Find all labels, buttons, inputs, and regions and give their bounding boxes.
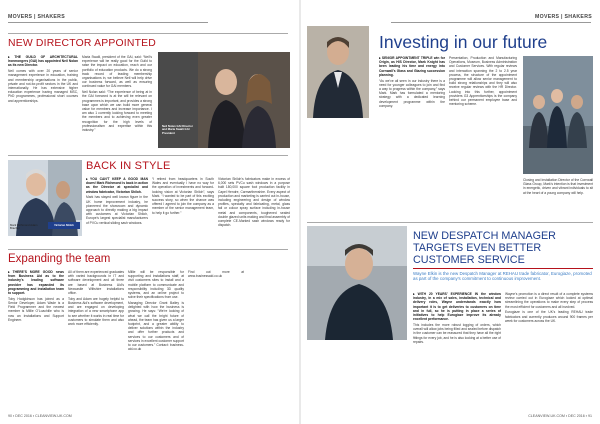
- header-rule-left: [8, 22, 208, 23]
- article-paragraph: Neil comes with over 20 years of senior management experience in education, training and membership organisations in the public, private and not-for-profit sectors in the UK and internationally. He has extensive higher education experience having managed MSC, PhD programmes, professional short courses and apprenticeships.: [8, 69, 78, 103]
- article-title-despatch-manager: NEW DESPATCH MANAGER TARGETS EVEN BETTER CUSTOMER SERVICE: [413, 230, 556, 266]
- article-column: [523, 178, 593, 218]
- article-column: [449, 56, 517, 218]
- header-rule-right: [391, 22, 591, 23]
- photo-mark-knight: [307, 26, 369, 118]
- article-column: [248, 270, 290, 406]
- divider: [8, 249, 288, 250]
- article-subtitle: Wayne Elkin is the new Despatch Manager at REHAU trade fabricator, Eurogiaze, promoted as part of the company’s commitment to continuous improvement.: [413, 271, 592, 282]
- article-column: [8, 270, 64, 406]
- photo-caption: Neil Nolan GAI Director and Maria Swaili GAI President: [162, 124, 193, 135]
- article-paragraph: Neil Nolan said: “The experience of being at in the GAI foreword is at the will be relevant on programmes is important, and provides a strong base upon which we can build more general value for members and increase importance. I am also 1 currently looking forward to meeting the members and to achieving even greater recognition for the high levels of professionalism and expertise within this industry.”: [82, 90, 152, 133]
- article-title-new-director: NEW DIRECTOR APPOINTED: [8, 38, 156, 49]
- photo-neil-maria: [158, 52, 290, 148]
- article-paragraph: All of them are experienced graduates with varied backgrounds in IT and software development and all three are based at Business Aid’s Newcastle Wiltshire installations office.: [68, 270, 124, 296]
- photo-mark-richmond: [8, 160, 82, 236]
- article-paragraph: Closing and Installation Director of the Cornwall Glass Group, Mark’s intention is that investment in energetic, driven and vibrant individuals to sit at the heart of a young company will help.: [523, 178, 593, 195]
- photo-apprentices: [523, 56, 593, 174]
- article-paragraph: Managing Director Grant Bailey is delighted with how the business is growing. He says: “We’re looking of what we call the bright future of ahead, the team has given us a larger footprint, and a greater ability to deliver solutions within the industry and offer further products and services to our customers and of services in excellent customer support to our customers.” Contact: business-aid.co.uk: [128, 301, 184, 352]
- article-paragraph: Millie will be responsible for supporting and installations staff, at visit customers sites to install and a mobile platform to communicate and responsibility including 3D quality systems, and an online project to solve their specifications from use.: [128, 270, 184, 300]
- person-photo-icon: [307, 26, 369, 118]
- victorian-shiloh-logo: Victorian Shiloh: [48, 222, 80, 229]
- article-column: [413, 292, 501, 408]
- divider: [307, 222, 593, 223]
- page-footer-left: 90 ▪ DEC 2016 ▪ CLEANVIEW-UK.COM: [8, 414, 72, 418]
- article-paragraph: Maria Swaili, president of the GAI, said: “Neil’s experience will be really good for the Guild to raise the impact on education, reach and our portfolio of education products. We do a strong track record of leading membership organisations in, we believe Neil will help drive our business forward, as well as ensuring continued value for GAI members.: [82, 55, 152, 89]
- article-paragraph: Toby and Adam are hugely helpful to Business Aid’s software development, and are engaged on developing integration of a new smartphone app to see whether it works in real time for customers to simulate them and also work more efficiently.: [68, 296, 124, 327]
- article-paragraph: Presentation, Production and Manufacturing Operations, Museum, Business Administration and Customer Services. With regular reviews and interaction spanning the 2 to 2.5 year process, the structure of the appointment programme will allow senior management to build strong relationships and they will also receive regular reviews with the HR Director. Looking into this further, appointment providers G3 Apprenticeships is the company behind our permanent employee base and mentoring scheme.: [449, 56, 517, 107]
- article-lead: ▸ THE GUILD OF ARCHITECTURAL Ironmongers (GAI) has appointed Neil Nolan as its new Director.: [8, 55, 78, 68]
- article-paragraph: “As we’ve all seen in our industry there is a need for younger colleagues to join and find a way to progress within the company,” says Mark. Mark has formulated a mentoring strategy with a dedicated learning development programme within the company.: [379, 78, 445, 108]
- article-lead: ▸ SENIOR APPOINTMENT TRIPLE win for Origin, as HIS Director, Mark Knight has been leading his time and energy into Cornwall’s Glass and Glazing succession planning.: [379, 56, 445, 77]
- article-column: [152, 177, 214, 245]
- article-column: [82, 55, 152, 149]
- article-column: [8, 55, 78, 149]
- article-column: [128, 270, 184, 406]
- article-column: [505, 292, 593, 408]
- person-photo-icon: [307, 226, 407, 340]
- article-paragraph: “I retired from headquarters in South Wales and eventually I have no way for the operation of investments and forward-looking vision at Victorian Shiloh”, says Mark. “I wanted to be part of this exciting success story, so when the chance was offered I agreed to join the company as a member of the senior management team, to help it go further.”: [152, 177, 214, 215]
- article-column: [379, 56, 445, 218]
- title-underline: [413, 268, 593, 269]
- article-title-investing-future: Investing in our future: [379, 32, 548, 52]
- page-footer-right: CLEANVIEW-UK.COM ▪ DEC 2016 ▪ 91: [528, 414, 592, 418]
- divider: [8, 33, 288, 34]
- article-column: [218, 177, 290, 245]
- article-paragraph: Victorian Shiloh’s fabricators make in excess of 6,000 sets PVCu sash windows in a purpose built 180,000 square foot production facility in Capel Hendre, Carmarthenshire. Every aspect of production and marketing is carried out in-house, including engineering and design of window profiles, specialty and fabricating, metal, glass fail or colour spray surface including in-house metal and components, toughened sealed double glazed units making and final assembly of complete CE-Marked sash windows ready for dispatch.: [218, 177, 290, 228]
- divider: [8, 155, 288, 156]
- article-lead: ▸ YOU CAN’T KEEP A GOOD MAN down! Mark Richmond is back in action as the Director at specialist and window fabricator, Victorian Shiloh.: [86, 177, 148, 194]
- article-lead: ▸ THERE’S MORE GOOD news from Business Aid as to the industry’s leading software provider has expanded its programming and installation team to support.: [8, 270, 64, 296]
- article-paragraph: Eurogiaze is one of the UK’s leading REHAU trade fabricators and currently produces around 900 frames per week for customers across the UK.: [505, 310, 593, 323]
- article-column: [68, 270, 124, 406]
- right-page: [301, 0, 600, 424]
- article-paragraph: This includes the more robust logging of orders, which overall will allow jobs being filled and sealed before dispatch in the customer can be reassured that they have all the right fittings for every job, and he is also looking at a better use of repairs.: [413, 323, 501, 344]
- group-photo-icon: [523, 56, 593, 174]
- section-tag-right: MOVERS | SHAKERS: [535, 14, 592, 20]
- article-paragraph: Wayne’s promotion is a direct result of a complete systems review carried out in Eurogiaze which looked at optimal streamlining the operations to make every step of process the most efficient for customers and all involved.: [505, 292, 593, 309]
- article-lead: ▸ WITH 20 YEARS’ EXPERIENCE IN the window industry, in a mix of sales, installation, technical and delivery roles, Wayne understands exactly how important it is to get deliveries to customers on time and in full, so he is putting in place a series of initiatives to help Eurogiaze improve its already excellent performance.: [413, 292, 501, 322]
- article-title-expanding-team: Expanding the team: [8, 253, 111, 265]
- section-tag-left: MOVERS | SHAKERS: [8, 14, 65, 20]
- article-paragraph: Mark has stayed well known figure in the UK home improvement industry, he pioneered the showroom and dynamic approach to directly making a big impact with customers at Victorian Shiloh, Europe’s largest specialist manufacturers of PVCu vertical sliding sash windows.: [86, 195, 148, 225]
- photo-caption: Mark Richmond Adam Bracher: [10, 223, 38, 231]
- article-title-back-in-style: BACK IN STYLE: [86, 160, 171, 172]
- photo-wayne-elkin: [307, 226, 407, 340]
- article-column: [86, 177, 148, 245]
- article-paragraph: Toby Hodgkinson has joined as a Senior Developer, Adam Wade is a Field Programmer and the newest member is Millie O’Loachiile who is now an Installations and Support Engineer.: [8, 296, 64, 322]
- left-page: [0, 0, 299, 424]
- article-column: [188, 270, 244, 406]
- article-paragraph: Find out more at www.businessaid.co.uk: [188, 270, 244, 279]
